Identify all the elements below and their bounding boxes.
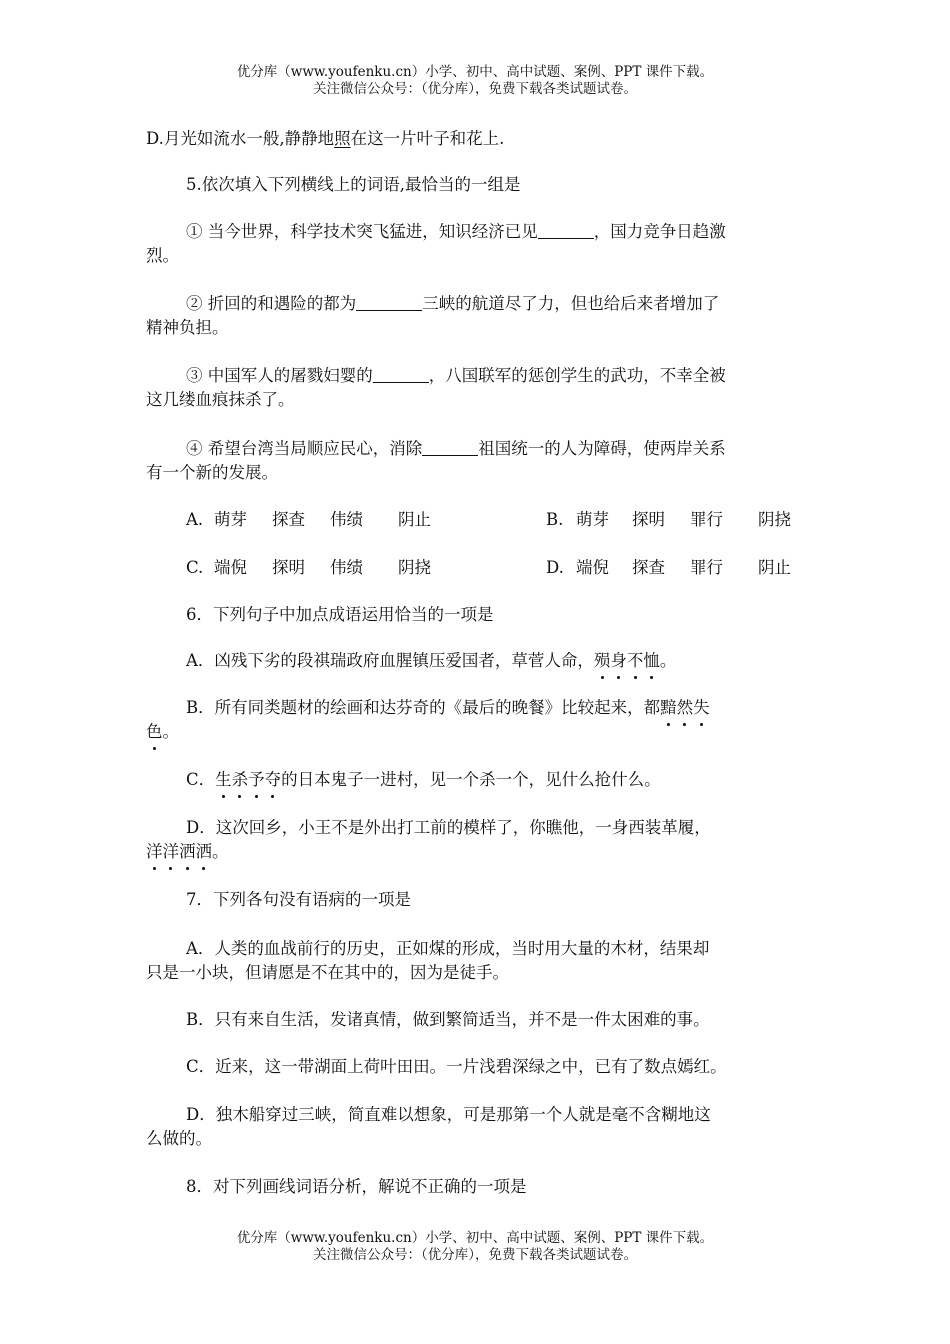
q6-option-a: A．凶残下劣的段祺瑞政府血腥镇压爱国者，草菅人命，殒身不恤。 <box>186 651 677 670</box>
dotted-char: 黯 <box>660 698 677 717</box>
dotted-char: 洋 <box>162 842 179 861</box>
q6-option-c: C．生杀予夺的日本鬼子一进村，见一个杀一个，见什么抢什么。 <box>186 770 661 789</box>
q6-option-d: D．这次回乡，小王不是外出打工前的模样了，你瞧他，一身西装革履， <box>186 818 711 837</box>
page-footer <box>0 1230 950 1264</box>
fill-blank <box>356 294 422 311</box>
q5-sentence-3: ③ 中国军人的屠戮妇婴的 ，八国联军的惩创学生的武功，不幸全被 <box>186 366 726 385</box>
q5-stem: 5.依次填入下列横线上的词语,最恰当的一组是 <box>186 175 521 194</box>
dotted-char: 然 <box>676 698 694 717</box>
q4-option-d: D.月光如流水一般,静静地照在这一片叶子和花上. <box>146 129 505 148</box>
dotted-char: 生 <box>215 770 232 789</box>
header-line-2: 关注微信公众号：（优分库），免费下载各类试题试卷。 <box>313 81 637 97</box>
q5-sentence-3-cont: 这几缕血痕抹杀了。 <box>146 390 295 409</box>
dotted-char: 洋 <box>146 842 163 861</box>
dotted-char: 恤 <box>643 651 660 670</box>
dotted-char: 洒 <box>195 842 212 861</box>
dotted-char: 予 <box>248 770 265 789</box>
q5-sentence-2-cont: 精神负担。 <box>146 318 229 337</box>
q5-sentence-4-cont: 有一个新的发展。 <box>146 463 278 482</box>
q7-option-a: A．人类的血战前行的历史，正如煤的形成，当时用大量的木材，结果却 <box>186 939 710 958</box>
dotted-char: 夺 <box>264 770 282 789</box>
q5-sentence-1: ① 当今世界，科学技术突飞猛进，知识经济已见 ，国力竞争日趋激 <box>186 222 726 241</box>
dotted-char: 不 <box>626 651 644 670</box>
footer-line-2: 关注微信公众号：（优分库），免费下载各类试题试卷。 <box>313 1247 637 1263</box>
dotted-char: 殒 <box>593 651 611 670</box>
q7-option-d-cont: 么做的。 <box>146 1129 212 1148</box>
fill-blank <box>373 366 429 383</box>
header-line-1: 优分库（www.youfenku.cn）小学、初中、高中试题、案例、PPT 课件下载。 <box>236 64 714 80</box>
underlined-word: 照 <box>334 129 351 148</box>
q5-sentence-4: ④ 希望台湾当局顺应民心，消除 祖国统一的人为障碍，使两岸关系 <box>186 439 726 458</box>
fill-blank <box>422 439 478 456</box>
q5-sentence-2: ② 折回的和遇险的都为 三峡的航道尽了力，但也给后来者增加了 <box>186 294 720 313</box>
q5-sentence-1-cont: 烈。 <box>146 246 179 265</box>
dotted-char: 身 <box>610 651 627 670</box>
dotted-char: 洒 <box>179 842 196 861</box>
dotted-char: 色 <box>146 722 163 741</box>
q7-option-d: D．独木船穿过三峡，简直难以想象，可是那第一个人就是毫不含糊地这 <box>186 1105 711 1124</box>
q7-option-a-cont: 只是一小块，但请愿是不在其中的，因为是徒手。 <box>146 963 509 982</box>
q7-option-b: B．只有来自生活，发诸真情，做到繁简适当，并不是一件太困难的事。 <box>186 1010 710 1029</box>
footer-line-1: 优分库（www.youfenku.cn）小学、初中、高中试题、案例、PPT 课件下载。 <box>236 1230 714 1246</box>
fill-blank <box>538 222 594 239</box>
q8-stem: 8．对下列画线词语分析，解说不正确的一项是 <box>186 1177 527 1196</box>
q7-stem: 7．下列各句没有语病的一项是 <box>186 890 411 909</box>
q6-option-b-cont: 色。 <box>146 722 179 741</box>
q6-option-b: B．所有同类题材的绘画和达芬奇的《最后的晚餐》比较起来，都黯然失 <box>186 698 710 717</box>
q6-stem: 6．下列句子中加点成语运用恰当的一项是 <box>186 605 494 624</box>
q6-option-d-cont: 洋洋洒洒。 <box>146 842 229 861</box>
dotted-char: 杀 <box>231 770 249 789</box>
dotted-char: 失 <box>693 698 710 717</box>
q7-option-c: C．近来，这一带湖面上荷叶田田。一片浅碧深绿之中，已有了数点嫣红。 <box>186 1057 727 1076</box>
page-header <box>0 64 950 98</box>
